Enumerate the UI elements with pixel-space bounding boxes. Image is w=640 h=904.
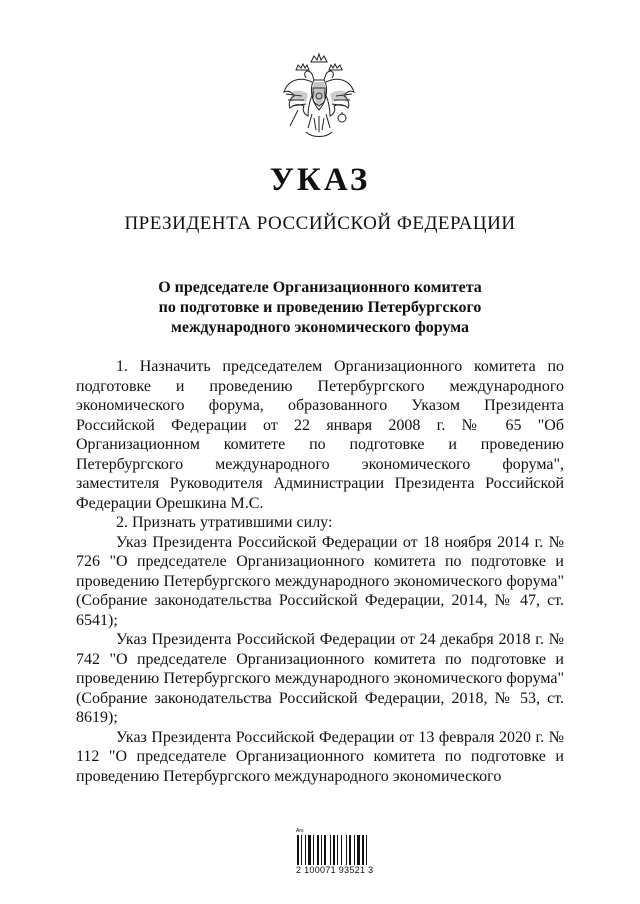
paragraph-repeal-2018: Указ Президента Российской Федерации от 24 декабря 2018 г. № 742 "О председателе Организационного комитета по подготовке и проведению Петербургского международного экономического форума" (Собрание законодательства Российской Федерации, 2018, № 53, ст. 8619); <box>76 631 564 726</box>
decree-body <box>76 357 564 786</box>
decree-subject <box>120 278 520 338</box>
paragraph-repeal-2020: Указ Президента Российской Федерации от 13 февраля 2020 г. № 112 "О председателе Организационного комитета по подготовке и проведению Петербургского международного экономического <box>76 728 564 785</box>
barcode-icon <box>296 835 384 865</box>
russian-coat-of-arms-icon <box>276 52 362 146</box>
paragraph-appoint: 1. Назначить председателем Организационного комитета по подготовке и проведению Петербургского международного экономического форума, образованного Указом Президента Российской Федерации от 22 января 2008 г. № 65 "Об Организационном комитете по подготовке и проведению Петербургского международного экономического форума", заместителя Руководителя Администрации Президента Российской Федерации Орешкина М.С. <box>76 358 564 512</box>
barcode-label: Ars <box>296 828 304 834</box>
decree-issuer: ПРЕЗИДЕНТА РОССИЙСКОЙ ФЕДЕРАЦИИ <box>124 213 516 234</box>
subject-line: по подготовке и проведению Петербургского <box>158 299 482 316</box>
barcode-number: 2 100071 93521 3 <box>296 865 374 875</box>
subject-line: международного экономического форума <box>170 319 470 336</box>
decree-title: УКАЗ <box>269 162 371 198</box>
paragraph-repeal-heading: 2. Признать утратившими силу: <box>116 514 333 531</box>
paragraph-repeal-2014: Указ Президента Российской Федерации от 18 ноября 2014 г. № 726 "О председателе Организационного комитета по подготовке и проведению Петербургского международного экономического форума" (Собрание законодательства Российской Федерации, 2014, № 47, ст. 6541); <box>76 533 564 629</box>
barcode <box>296 828 384 880</box>
subject-line: О председателе Организационного комитета <box>158 279 482 296</box>
